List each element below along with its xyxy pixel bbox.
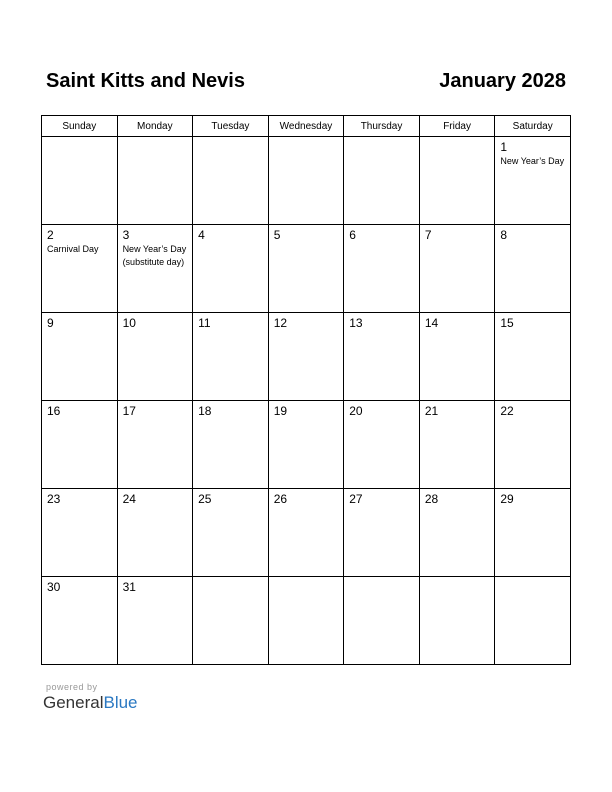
weekday-saturday: Saturday <box>495 116 571 137</box>
day-number: 23 <box>47 492 61 506</box>
day-number: 19 <box>273 404 288 418</box>
holiday-label: New Year’s Day (substitute day) <box>122 244 187 267</box>
empty-day-cell <box>419 137 495 225</box>
day-number: 27 <box>349 492 363 506</box>
brand-name-blue: Blue <box>103 693 138 712</box>
day-cell <box>495 489 571 577</box>
day-cell <box>117 313 193 401</box>
day-cell <box>268 225 344 313</box>
weekday-friday: Friday <box>419 116 495 137</box>
empty-day-cell <box>344 137 420 225</box>
day-number: 4 <box>198 228 205 242</box>
weekday-monday: Monday <box>117 116 193 137</box>
day-cell <box>344 489 420 577</box>
empty-day-cell <box>344 577 420 665</box>
day-number: 21 <box>424 404 439 418</box>
week-row <box>42 137 571 225</box>
day-number: 11 <box>198 316 211 330</box>
day-number: 2 <box>47 228 54 242</box>
day-number: 16 <box>47 404 61 418</box>
week-row <box>42 489 571 577</box>
weekday-header-row <box>42 116 571 137</box>
empty-day-cell <box>117 137 193 225</box>
day-cell <box>419 225 495 313</box>
day-number: 1 <box>500 140 508 154</box>
brand-name-general: General <box>43 693 104 712</box>
day-cell <box>495 401 571 489</box>
powered-by-label: powered by <box>46 682 98 692</box>
day-number: 26 <box>273 492 288 506</box>
empty-day-cell <box>268 577 344 665</box>
day-number: 5 <box>273 228 281 242</box>
empty-day-cell <box>495 577 571 665</box>
weekday-wednesday: Wednesday <box>268 116 344 137</box>
week-row <box>42 225 571 313</box>
empty-day-cell <box>42 137 118 225</box>
day-number: 24 <box>122 492 136 506</box>
day-cell <box>344 225 420 313</box>
day-cell <box>419 489 495 577</box>
day-number: 7 <box>424 228 432 242</box>
day-number: 18 <box>198 404 212 418</box>
day-cell <box>268 313 344 401</box>
day-cell <box>42 401 118 489</box>
day-cell <box>268 401 344 489</box>
day-number: 30 <box>47 580 61 594</box>
day-cell <box>193 401 269 489</box>
day-cell <box>117 401 193 489</box>
day-cell <box>495 137 571 225</box>
day-number: 25 <box>198 492 212 506</box>
weekday-tuesday: Tuesday <box>193 116 269 137</box>
day-number: 6 <box>349 228 356 242</box>
brand-logo[interactable] <box>43 693 138 713</box>
day-cell <box>42 489 118 577</box>
day-cell <box>419 401 495 489</box>
weekday-thursday: Thursday <box>344 116 420 137</box>
brand-footer <box>43 682 138 713</box>
empty-day-cell <box>419 577 495 665</box>
day-cell <box>268 489 344 577</box>
day-cell <box>193 489 269 577</box>
empty-day-cell <box>268 137 344 225</box>
day-cell <box>193 313 269 401</box>
day-number: 3 <box>122 228 130 242</box>
day-cell <box>42 225 118 313</box>
day-cell <box>495 225 571 313</box>
week-row <box>42 313 571 401</box>
day-number: 31 <box>122 580 136 594</box>
country-title: Saint Kitts and Nevis <box>46 70 245 92</box>
day-number: 8 <box>500 228 508 242</box>
day-number: 17 <box>122 404 136 418</box>
day-number: 15 <box>500 316 514 330</box>
weekday-sunday: Sunday <box>42 116 118 137</box>
day-cell <box>495 313 571 401</box>
holiday-label: New Year’s Day <box>500 156 565 166</box>
day-number: 20 <box>349 404 363 418</box>
day-number: 29 <box>500 492 514 506</box>
week-row <box>42 577 571 665</box>
empty-day-cell <box>193 137 269 225</box>
empty-day-cell <box>193 577 269 665</box>
day-number: 12 <box>273 316 288 330</box>
calendar-header <box>46 70 566 100</box>
day-number: 14 <box>424 316 439 330</box>
day-number: 22 <box>500 404 514 418</box>
month-year-title: January 2028 <box>439 70 566 92</box>
day-cell <box>42 313 118 401</box>
day-number: 13 <box>349 316 363 330</box>
day-number: 9 <box>47 316 54 330</box>
day-cell <box>117 577 193 665</box>
day-cell <box>42 577 118 665</box>
day-number: 28 <box>424 492 439 506</box>
day-cell <box>193 225 269 313</box>
day-cell <box>344 313 420 401</box>
day-cell <box>419 313 495 401</box>
holiday-label: Carnival Day <box>47 244 99 254</box>
day-cell <box>344 401 420 489</box>
week-row <box>42 401 571 489</box>
day-cell <box>117 225 193 313</box>
calendar-grid <box>41 115 571 665</box>
day-number: 10 <box>122 316 136 330</box>
day-cell <box>117 489 193 577</box>
